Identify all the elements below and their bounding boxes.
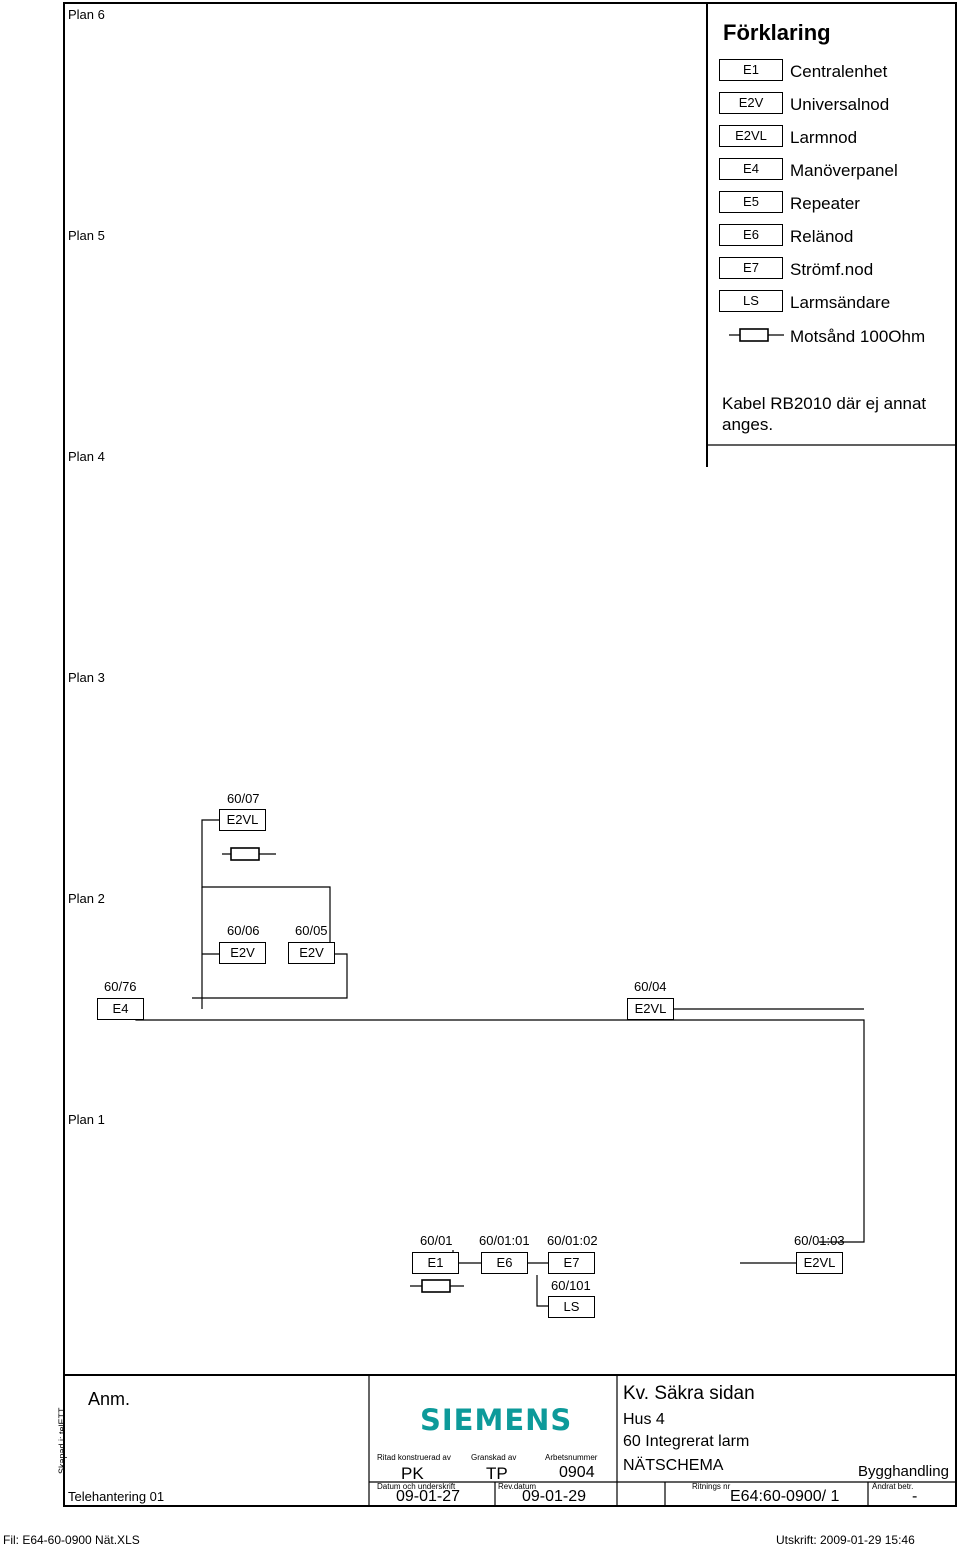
plan-1-label: Plan 1: [68, 1112, 105, 1127]
company-logo: SIEMENS: [420, 1403, 573, 1437]
legend-desc-resistor: Motsånd 100Ohm: [790, 327, 926, 346]
legend-desc-ls: Larmsändare: [790, 293, 891, 312]
legend-desc-e4: Manöverpanel: [790, 161, 898, 180]
project-line: Telehantering 01: [68, 1489, 165, 1504]
footer-file: Fil: E64-60-0900 Nät.XLS: [3, 1533, 140, 1547]
site-name: Kv. Säkra sidan: [623, 1383, 755, 1404]
legend-code-e4: E4: [719, 158, 783, 180]
node-address: 60/07: [227, 791, 260, 806]
legend-code-e1: E1: [719, 59, 783, 81]
node-box: E2V: [219, 942, 266, 964]
node-box: LS: [548, 1296, 595, 1318]
drawn-by: PK: [401, 1464, 424, 1483]
legend-code-e5: E5: [719, 191, 783, 213]
node-box: E2VL: [627, 998, 674, 1020]
changed-value: -: [912, 1488, 918, 1505]
legend-desc-e6: Relänod: [790, 227, 854, 246]
legend-code-e6: E6: [719, 224, 783, 246]
legend-code-e2v: E2V: [719, 92, 783, 114]
legend-code-e7: E7: [719, 257, 783, 279]
legend-code-e2vl: E2VL: [719, 125, 783, 147]
date-value: 09-01-27: [396, 1488, 461, 1505]
node-address: 60/01: [420, 1233, 453, 1248]
plan-2-label: Plan 2: [68, 891, 105, 906]
plan-5-label: Plan 5: [68, 228, 105, 243]
legend-desc-e2vl: Larmnod: [790, 128, 858, 147]
changed-label: Ändrat betr.: [872, 1482, 914, 1491]
checked-by-label: Granskad av: [471, 1453, 517, 1462]
legend-desc-e1: Centralenhet: [790, 62, 888, 81]
legend-code-ls: LS: [719, 290, 783, 312]
resistor-symbol-plan1: [422, 1280, 450, 1292]
node-address: 60/76: [104, 979, 137, 994]
node-box: E4: [97, 998, 144, 1020]
node-address: 60/01:03: [794, 1233, 845, 1248]
drawing-no-label: Ritnings nr: [692, 1482, 731, 1491]
plan-3-label: Plan 3: [68, 670, 105, 685]
node-box: E1: [412, 1252, 459, 1274]
node-address: 60/01:01: [479, 1233, 530, 1248]
node-box: E6: [481, 1252, 528, 1274]
resistor-symbol-legend: [740, 329, 768, 341]
footer-printed: Utskrift: 2009-01-29 15:46: [776, 1533, 915, 1547]
node-address: 60/04: [634, 979, 667, 994]
legend-desc-e2v: Universalnod: [790, 95, 890, 114]
node-address: 60/01:02: [547, 1233, 598, 1248]
node-box: E2VL: [796, 1252, 843, 1274]
node-box: E2V: [288, 942, 335, 964]
legend-desc-e7: Strömf.nod: [790, 260, 874, 279]
date-label: Datum och underskrift: [377, 1482, 456, 1491]
drawn-by-label: Ritad konstruerad av: [377, 1453, 451, 1462]
node-address: 60/05: [295, 923, 328, 938]
doc-type: Bygghandling: [858, 1463, 949, 1480]
legend-desc-e5: Repeater: [790, 194, 860, 213]
cable-note-line1: Kabel RB2010 där ej annat: [722, 394, 927, 413]
created-in-label: Skapad i: telETT: [57, 1407, 67, 1474]
node-box: E2VL: [219, 809, 266, 831]
checked-by: TP: [486, 1464, 508, 1483]
rev-date-label: Rev.datum: [498, 1482, 537, 1491]
plan-4-label: Plan 4: [68, 449, 105, 464]
system-name: 60 Integrerat larm: [623, 1433, 750, 1450]
work-number: 0904: [559, 1464, 595, 1481]
anm-label: Anm.: [88, 1389, 131, 1409]
drawing-no: E64:60-0900/ 1: [730, 1488, 840, 1505]
work-number-label: Arbetsnummer: [545, 1453, 598, 1462]
drawing-type: NÄTSCHEMA: [623, 1457, 724, 1474]
legend-title: Förklaring: [723, 20, 831, 45]
node-address: 60/06: [227, 923, 260, 938]
building-name: Hus 4: [623, 1411, 665, 1428]
plan-6-label: Plan 6: [68, 7, 105, 22]
cable-note-line2: anges.: [722, 415, 774, 434]
node-box: E7: [548, 1252, 595, 1274]
resistor-symbol-plan3: [231, 848, 259, 860]
rev-date-value: 09-01-29: [522, 1488, 587, 1505]
node-address: 60/101: [551, 1278, 591, 1293]
